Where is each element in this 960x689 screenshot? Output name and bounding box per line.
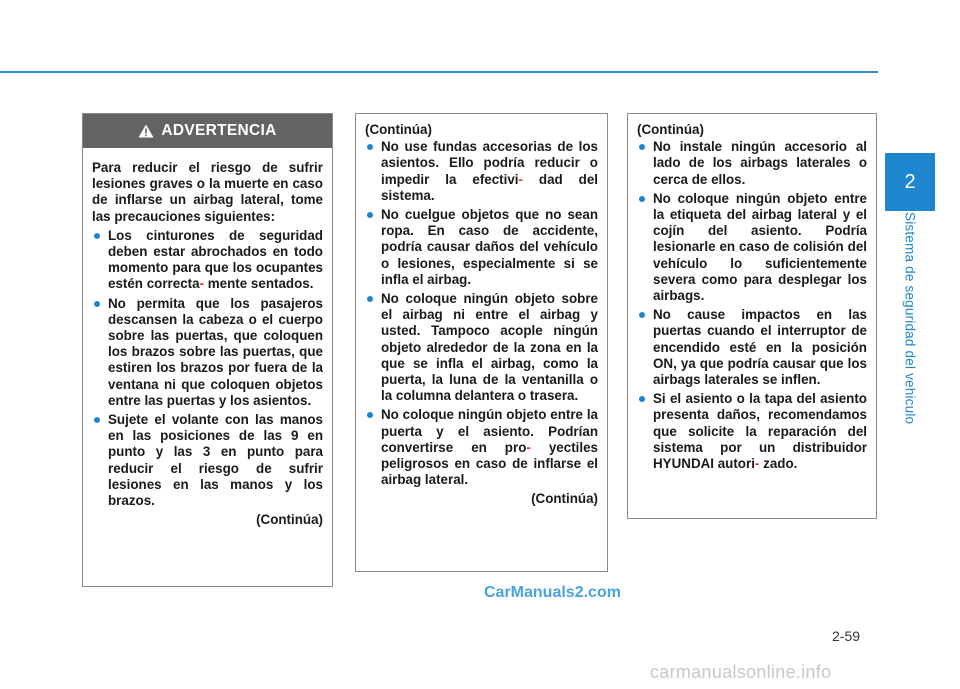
chapter-number: 2 bbox=[904, 170, 916, 193]
bullet-icon bbox=[639, 144, 645, 150]
bullet-main-text: No coloque ningún objeto entre la puerta y el asiento. Podrían convertirse en pro bbox=[381, 407, 598, 455]
watermark-link[interactable]: CarManuals2.com bbox=[484, 584, 621, 601]
bullet-main-text: No coloque ningún objeto sobre el airbag ni entre el airbag y usted. Tampoco acople ningún objeto alrededor de la zona en la que se infla el airbag, como la puerta, la luna de la ventanilla o la columna delantera o trasera. bbox=[381, 291, 598, 404]
bullet-text bbox=[653, 191, 867, 304]
bullet-main-text: Sujete el volante con las manos en las posiciones de las 9 en punto y las 3 en punto para reducir el riesgo de sufrir lesiones en las manos y los brazos. bbox=[108, 412, 323, 509]
continued-box-2 bbox=[355, 113, 608, 572]
list-item bbox=[365, 291, 598, 404]
bullet-text bbox=[381, 407, 598, 488]
list-item bbox=[92, 296, 323, 409]
bullet-list bbox=[637, 139, 867, 472]
bullet-main-text: No permita que los pasajeros descansen la cabeza o el cuerpo sobre las puertas, que coloquen los brazos sobre las puertas, que estiren los brazos por fuera de la ventana ni que coloquen objetos entre las puertas y los asientos. bbox=[108, 295, 323, 408]
hyphen-mark: - bbox=[754, 456, 760, 472]
bullet-main-text: Los cinturones de seguridad deben estar abrochados en todo momento para que los ocupantes estén correcta bbox=[108, 227, 323, 292]
top-rule bbox=[0, 71, 878, 73]
bullet-icon bbox=[367, 296, 373, 302]
bullet-main-text: No cuelgue objetos que no sean ropa. En caso de accidente, podría causar daños del vehículo o lesiones, especialmente si se infla el airbag. bbox=[381, 207, 598, 287]
continues-label: (Continúa) bbox=[531, 491, 598, 507]
chapter-title: Sistema de seguridad del vehiculo bbox=[902, 212, 918, 425]
list-item bbox=[637, 139, 867, 188]
bullet-text bbox=[653, 139, 867, 188]
hyphen-mark: - bbox=[526, 439, 531, 455]
bullet-main-text: No use fundas accesorias de los asientos. Ello podría reducir o impedir la efectivi bbox=[381, 139, 598, 187]
bullet-text bbox=[108, 296, 323, 409]
list-item bbox=[637, 191, 867, 304]
continued-box-3 bbox=[627, 113, 877, 519]
bullet-main-text: No coloque ningún objeto entre la etiqueta del airbag lateral y el cojín del asiento. Podría lesionarle en caso de colisión del vehículo lo suficientemente severa como para desplegar los airbags. bbox=[653, 190, 867, 304]
bullet-tail-text: dad del sistema. bbox=[381, 171, 598, 203]
bullet-icon bbox=[94, 233, 100, 239]
warning-triangle-icon bbox=[138, 124, 154, 138]
bullet-icon bbox=[367, 412, 373, 418]
bullet-text bbox=[381, 207, 598, 288]
bullet-text bbox=[108, 228, 323, 293]
bullet-text bbox=[381, 139, 598, 204]
warning-header bbox=[83, 114, 332, 148]
bullet-text bbox=[653, 307, 867, 388]
bullet-text bbox=[108, 412, 323, 509]
list-item bbox=[637, 307, 867, 388]
bullet-icon bbox=[639, 396, 645, 402]
chapter-number-tab bbox=[885, 153, 935, 211]
bullet-list bbox=[92, 228, 323, 509]
bullet-tail-text: mente sentados. bbox=[207, 276, 314, 292]
bullet-main-text: Si el asiento o la tapa del asiento presenta daños, recomendamos que solicite la reparación del sistema por un distribuidor HYUNDAI autori bbox=[653, 391, 867, 472]
warning-box bbox=[82, 113, 333, 587]
bullet-icon bbox=[94, 417, 100, 423]
bullet-text bbox=[381, 291, 598, 404]
list-item bbox=[365, 207, 598, 288]
bullet-icon bbox=[639, 196, 645, 202]
bullet-main-text: No instale ningún accesorio al lado de los airbags laterales o cerca de ellos. bbox=[653, 139, 867, 187]
list-item bbox=[365, 407, 598, 488]
continued-heading: (Continúa) bbox=[365, 122, 432, 137]
list-item bbox=[92, 228, 323, 293]
warning-intro: Para reducir el riesgo de sufrir lesiones graves o la muerte en caso de inflarse un airbag lateral, tome las precauciones siguientes: bbox=[92, 160, 323, 224]
bullet-icon bbox=[639, 312, 645, 318]
list-item bbox=[637, 391, 867, 472]
bullet-list bbox=[365, 139, 598, 488]
bullet-tail-text: yectiles peligrosos en caso de inflarse el airbag lateral. bbox=[381, 439, 598, 488]
continued-heading: (Continúa) bbox=[637, 122, 704, 137]
bullet-icon bbox=[367, 144, 373, 150]
bullet-main-text: No cause impactos en las puertas cuando el interruptor de encendido esté en la posición ON, ya que podría causar que los airbags laterales se inflen. bbox=[653, 307, 867, 388]
list-item bbox=[365, 139, 598, 204]
continues-label: (Continúa) bbox=[256, 512, 323, 528]
footer-watermark: carmanualsonline.info bbox=[650, 662, 832, 682]
hyphen-mark: - bbox=[199, 276, 205, 292]
warning-label: ADVERTENCIA bbox=[161, 121, 277, 139]
hyphen-mark: - bbox=[518, 171, 523, 187]
bullet-icon bbox=[367, 212, 373, 218]
page-number: 2-59 bbox=[832, 628, 861, 644]
bullet-icon bbox=[94, 301, 100, 307]
bullet-tail-text: zado. bbox=[763, 456, 798, 472]
list-item bbox=[92, 412, 323, 509]
bullet-text bbox=[653, 391, 867, 472]
